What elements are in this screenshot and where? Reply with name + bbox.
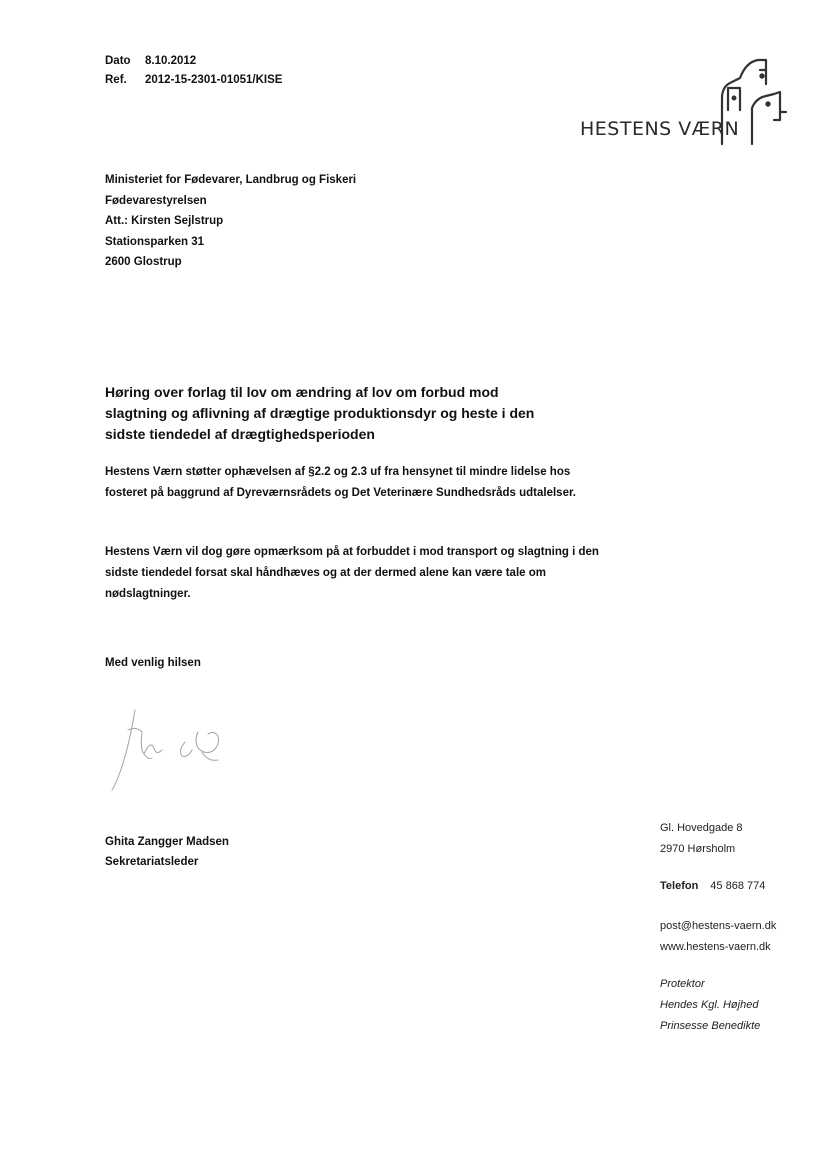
recipient-line: Stationsparken 31 xyxy=(105,235,205,248)
logo-text: HESTENS VÆRN xyxy=(580,118,740,140)
org-city: 2970 Hørsholm xyxy=(660,843,736,855)
org-patron xyxy=(660,974,760,1037)
org-phone xyxy=(660,876,765,897)
letter-heading: Høring over forlag til lov om ændring af lov om forbud mod slagtning og aflivning af drægtige produktionsdyr og heste i den sidste tiendedel af drægtighedsperioden xyxy=(105,384,535,442)
organization-logo xyxy=(580,58,790,148)
ref-row xyxy=(105,71,282,90)
signer-name: Ghita Zangger Madsen xyxy=(105,836,229,848)
closing-salutation: Med venlig hilsen xyxy=(105,657,201,669)
org-street: Gl. Hovedgade 8 xyxy=(660,822,743,834)
ref-label: Ref. xyxy=(105,74,127,86)
signer-title: Sekretariatsleder xyxy=(105,856,199,868)
letter-meta xyxy=(105,52,282,90)
body-paragraph-2: Hestens Værn vil dog gøre opmærksom på at forbuddet i mod transport og slagtning i den sidste tiendedel forsat skal håndhæves og at der dermed alene kan være tale om nødslagtninger. xyxy=(105,546,599,600)
patron-line: Prinsesse Benedikte xyxy=(660,1020,761,1032)
body-paragraph-1: Hestens Værn støtter ophævelsen af §2.2 og 2.3 uf fra hensynet til mindre lidelse hos fosteret på baggrund af Dyreværnsrådets og Det Veterinære Sundhedsråds udtalelser. xyxy=(105,466,576,499)
recipient-line: Att.: Kirsten Sejlstrup xyxy=(105,215,224,227)
ref-value: 2012-15-2301-01051/KISE xyxy=(145,74,283,86)
patron-line: Hendes Kgl. Højhed xyxy=(660,999,759,1011)
date-value: 8.10.2012 xyxy=(145,55,197,67)
date-label: Dato xyxy=(105,55,131,67)
patron-label: Protektor xyxy=(660,978,705,990)
recipient-line: Fødevarestyrelsen xyxy=(105,194,207,207)
signature-icon xyxy=(90,690,260,800)
org-website: www.hestens-vaern.dk xyxy=(660,941,771,953)
signer-block xyxy=(105,832,229,872)
phone-value: 45 868 774 xyxy=(710,880,766,892)
phone-label: Telefon xyxy=(660,880,699,892)
org-email: post@hestens-vaern.dk xyxy=(660,920,777,932)
handwritten-signature xyxy=(90,690,260,800)
org-contact xyxy=(660,916,776,958)
recipient-line: 2600 Glostrup xyxy=(105,256,182,268)
recipient-line: Ministeriet for Fødevarer, Landbrug og Fiskeri xyxy=(105,174,357,186)
date-row xyxy=(105,52,282,71)
recipient-address xyxy=(105,170,356,273)
org-address xyxy=(660,818,743,860)
